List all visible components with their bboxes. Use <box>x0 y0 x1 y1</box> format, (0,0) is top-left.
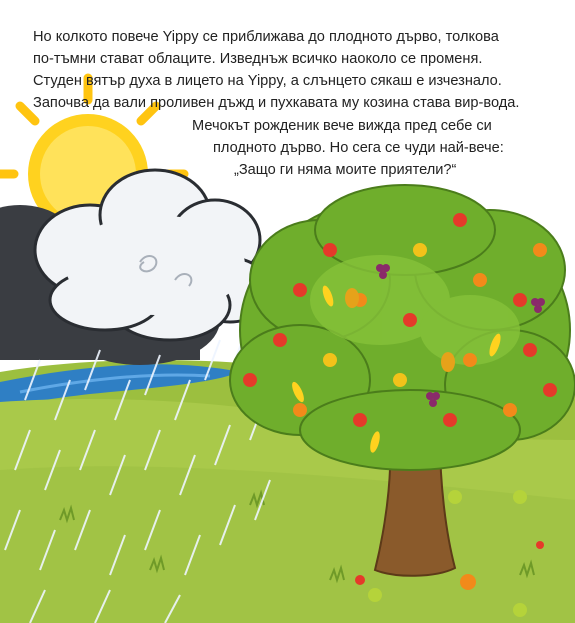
story-line-2: по-тъмни стават облаците. Изведнъж всичко наоколо се променя. <box>33 51 483 67</box>
story-line-3: Студен вятър духа в лицето на Yippy, а слънцето сякаш е изчезнало. <box>33 73 502 89</box>
story-line-6: плодното дърво. Но сега се чуди най-вече: <box>213 140 504 156</box>
story-line-5: Мечокът рожденик вече вижда пред себе си <box>192 118 492 134</box>
story-line-7: „Защо ги няма моите приятели?“ <box>234 162 457 178</box>
story-line-4: Започва да вали проливен дъжд и пухкавата му козина става вир-вода. <box>33 95 520 111</box>
story-line-1: Но колкото повече Yippy се приближава до плодното дърво, толкова <box>33 29 499 45</box>
